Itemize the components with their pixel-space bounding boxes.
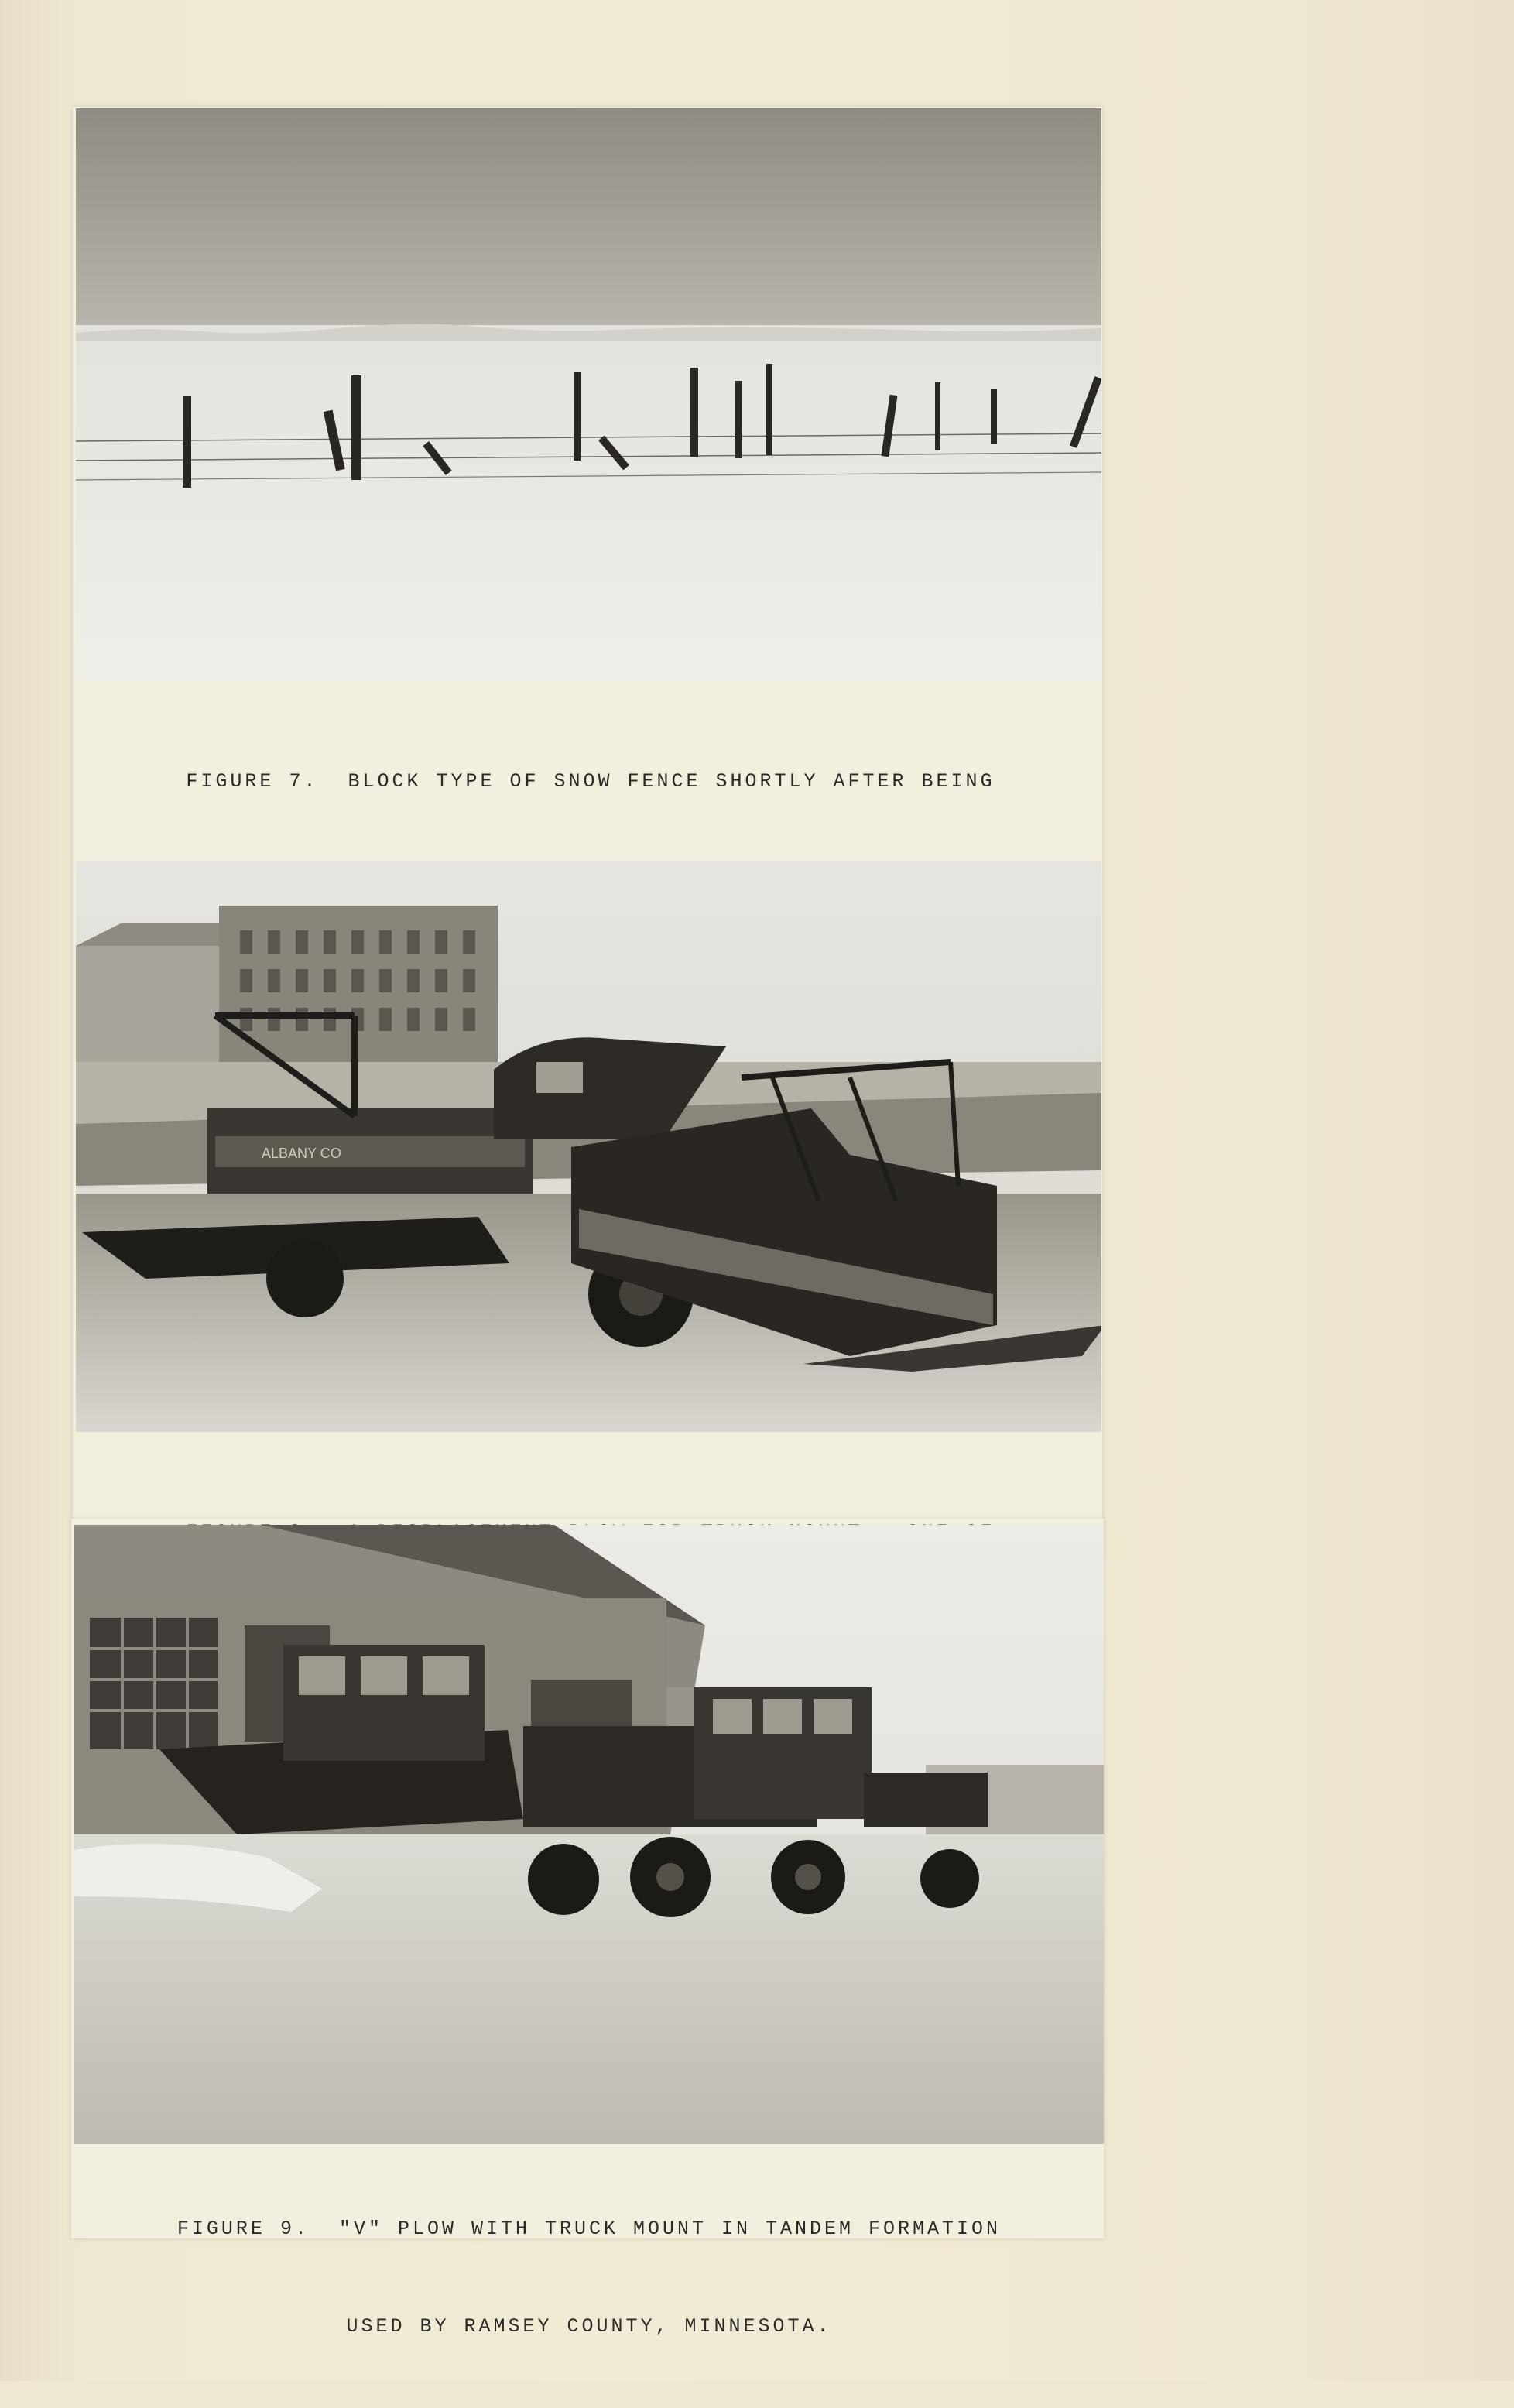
figure-8-photo (76, 861, 1101, 1432)
figure-9-caption-line-1: "V" PLOW WITH TRUCK MOUNT IN TANDEM FORMATION (338, 2218, 1002, 2240)
figure-7-photo (76, 108, 1101, 681)
figure-9-caption-line-2: USED BY RAMSEY COUNTY, MINNESOTA. (346, 2315, 832, 2338)
figure-9-photo (74, 1525, 1104, 2144)
figure-7-caption-line-1: BLOCK TYPE OF SNOW FENCE SHORTLY AFTER BEING (348, 770, 995, 793)
figure-9-label: FIGURE 9. (176, 2218, 310, 2240)
figure-9-caption (74, 2148, 1104, 2408)
truck-lettering: ALBANY CO (262, 1146, 341, 1161)
figure-7-label: FIGURE 7. (186, 770, 319, 793)
